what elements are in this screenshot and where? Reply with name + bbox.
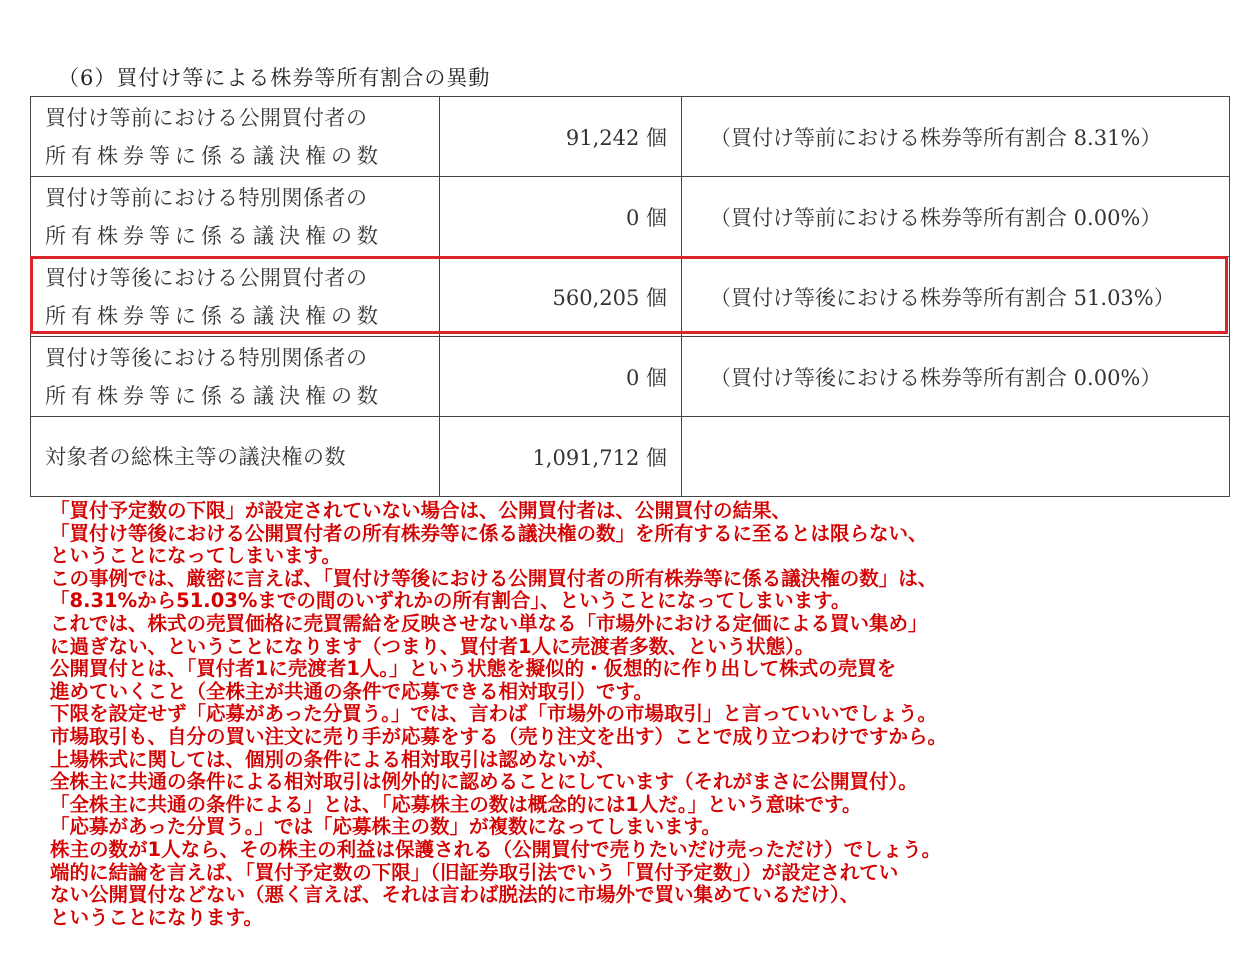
row-label bbox=[31, 257, 440, 337]
commentary-line: 市場取引も、自分の買い注文に売り手が応募をする（売り注文を出す）ことで成り立つわけですから。 bbox=[50, 724, 948, 748]
row-label-line1: 買付け等後における公開買付者の bbox=[45, 265, 368, 290]
row-label-line2: 所有株券等に係る議決権の数 bbox=[45, 303, 383, 328]
commentary-line: 全株主に共通の条件による相対取引は例外的に認めることにしています（それがまさに公開買付）。 bbox=[50, 770, 918, 794]
row-label-line1: 買付け等後における特別関係者の bbox=[45, 345, 368, 370]
row-label-line1: 買付け等前における公開買付者の bbox=[45, 105, 368, 130]
votes-value: 560,205 個 bbox=[440, 257, 682, 337]
ownership-ratio: （買付け等後における株券等所有割合 0.00%） bbox=[682, 337, 1230, 417]
commentary-line: 下限を設定せず「応募があった分買う。」では、言わば「市場外の市場取引」と言っていいでしょう。 bbox=[50, 702, 938, 726]
row-label-line1: 対象者の総株主等の議決権の数 bbox=[45, 444, 346, 469]
row-label bbox=[31, 177, 440, 257]
ownership-ratio: （買付け等前における株券等所有割合 0.00%） bbox=[682, 177, 1230, 257]
table-row bbox=[31, 257, 1230, 337]
table-row bbox=[31, 97, 1230, 177]
row-label-line2: 所有株券等に係る議決権の数 bbox=[45, 143, 383, 168]
commentary-line: ということになってしまいます。 bbox=[50, 544, 341, 568]
commentary-line: ない公開買付などない（悪く言えば、それは言わば脱法的に市場外で買い集めているだけ）、 bbox=[50, 883, 860, 907]
commentary-line: 「8.31%から51.03%までの間のいずれかの所有割合」、ということになってしまいます。 bbox=[50, 589, 851, 613]
row-label bbox=[31, 337, 440, 417]
ownership-change-table bbox=[30, 96, 1230, 497]
commentary-line: 端的に結論を言えば、「買付予定数の下限」（旧証券取引法でいう「買付予定数」）が設定されてい bbox=[50, 860, 899, 884]
commentary-line: 株主の数が1人なら、その株主の利益は保護される（公開買付で売りたいだけ売っただけ）でしょう。 bbox=[50, 837, 942, 861]
table-row bbox=[31, 337, 1230, 417]
votes-value: 0 個 bbox=[440, 177, 682, 257]
commentary-line: 「買付予定数の下限」が設定されていない場合は、公開買付者は、公開買付の結果、 bbox=[50, 499, 792, 522]
commentary-line: これでは、株式の売買価格に売買需給を反映させない単なる「市場外における定価による買い集め」 bbox=[50, 611, 928, 635]
row-label bbox=[31, 97, 440, 177]
votes-value: 0 個 bbox=[440, 337, 682, 417]
commentary bbox=[50, 500, 1250, 929]
commentary-line: に過ぎない、ということになります（つまり、買付者1人に売渡者多数、という状態）。 bbox=[50, 634, 815, 658]
commentary-line: 「買付け等後における公開買付者の所有株券等に係る議決権の数」を所有するに至るとは限らない、 bbox=[50, 521, 928, 545]
commentary-line: 「応募があった分買う。」では「応募株主の数」が複数になってしまいます。 bbox=[50, 815, 721, 839]
commentary-line: この事例では、厳密に言えば、「買付け等後における公開買付者の所有株券等に係る議決権の数」は、 bbox=[50, 566, 938, 590]
table-row bbox=[31, 417, 1230, 497]
commentary-line: ということになります。 bbox=[50, 905, 263, 929]
row-label-line1: 買付け等前における特別関係者の bbox=[45, 185, 368, 210]
section-title: （6）買付け等による株券等所有割合の異動 bbox=[58, 66, 491, 90]
ownership-ratio: （買付け等前における株券等所有割合 8.31%） bbox=[682, 97, 1230, 177]
commentary-line: 進めていくこと（全株主が共通の条件で応募できる相対取引）です。 bbox=[50, 679, 653, 703]
table-row bbox=[31, 177, 1230, 257]
row-label-line2: 所有株券等に係る議決権の数 bbox=[45, 223, 383, 248]
ownership-ratio bbox=[682, 417, 1230, 497]
commentary-line: 「全株主に共通の条件による」とは、「応募株主の数は概念的には1人だ。」という意味です。 bbox=[50, 792, 862, 816]
votes-value: 91,242 個 bbox=[440, 97, 682, 177]
commentary-line: 上場株式に関しては、個別の条件による相対取引は認めないが、 bbox=[50, 747, 616, 771]
commentary-line: 公開買付とは、「買付者1に売渡者1人。」という状態を擬似的・仮想的に作り出して株式の売買を bbox=[50, 657, 897, 681]
votes-value: 1,091,712 個 bbox=[440, 417, 682, 497]
row-label-line2: 所有株券等に係る議決権の数 bbox=[45, 383, 383, 408]
row-label bbox=[31, 417, 440, 497]
ownership-ratio: （買付け等後における株券等所有割合 51.03%） bbox=[682, 257, 1230, 337]
